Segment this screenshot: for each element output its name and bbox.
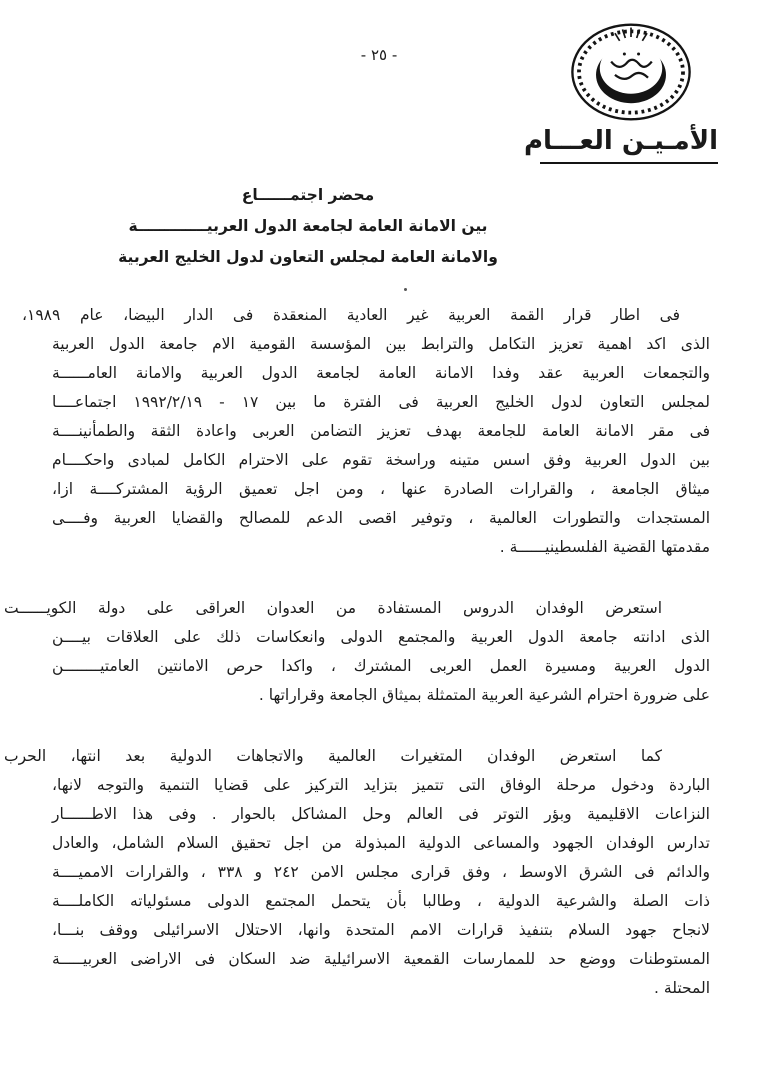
body-line: لانجاح جهود السلام بتنفيذ قرارات الامم المتحدة وانها، الاحتلال الاسرائيلى ووقف بنـــا، xyxy=(52,921,710,939)
body-line: بين الدول العربية وفق اسس متينه وراسخة تقوم على الاحترام الكامل لمبادى واحكــــام xyxy=(52,451,710,469)
body-line: لمجلس التعاون لدول الخليج العربية فى الفترة ما بين ١٧ - ١٩٩٢/٢/١٩ اجتماعــــا xyxy=(52,393,710,411)
body-line: كما استعرض الوفدان المتغيرات العالمية والاتجاهات الدولية بعد انتها، الحرب xyxy=(4,747,662,765)
paragraph-3 xyxy=(4,742,710,1003)
body-line: مقدمتها القضية الفلسطينيــــــة . xyxy=(499,538,710,556)
body-line: تدارس الوفدان الجهود والمساعى الدولية المبذولة من اجل تحقيق السلام الشامل، والعادل xyxy=(52,834,710,852)
paragraph-1 xyxy=(22,301,710,562)
body-line: الدول العربية ومسيرة العمل العربى المشترك ، واكدا حرص الامانتين العامتيــــــــن xyxy=(52,657,710,675)
body-line: والدائم فى الشرق الاوسط ، وفق قرارى مجلس الامن ٢٤٢ و ٣٣٨ ، والقرارات الامميــــة xyxy=(52,863,710,881)
body-line: المستوطنات ووضع حد للممارسات القمعية الاسرائيلية ضد السكان فى الاراضى العربيـــــة xyxy=(52,950,710,968)
arab-league-emblem-icon xyxy=(568,20,694,124)
body-line: الباردة ودخول مرحلة الوفاق التى تتميز بتزايد التركيز على قضايا التنمية والتوجه لانها، xyxy=(52,776,710,794)
body-line: ذات الصلة والشرعية الدولية ، وطالبا بأن يتحمل المجتمع الدولى مسئولياته الكاملــــة xyxy=(52,892,710,910)
document-body xyxy=(4,301,710,1035)
page-number: - ٢٥ - xyxy=(360,46,398,64)
scan-artifact-dot xyxy=(404,288,407,291)
body-line: استعرض الوفدان الدروس المستفادة من العدوان العراقى على دولة الكويــــــت xyxy=(4,599,662,617)
body-line: النزاعات الاقليمية وبؤر التوتر فى العالم وحل المشاكل بالحوار . وفى هذا الاطــــــار xyxy=(52,805,710,823)
body-line: المستجدات والتطورات العالمية ، وتوفير اقصى الدعم للمصالح والقضايا العربية وفــــى xyxy=(52,509,710,527)
body-line: على ضرورة احترام الشرعية العربية المتمثلة بميثاق الجامعة وقراراتها . xyxy=(258,686,710,704)
body-line: ميثاق الجامعة ، والقرارات الصادرة عنها ، ومن اجل تعميق الرؤية المشتركــــة ازا، xyxy=(52,480,710,498)
body-line: الذى اكد اهمية تعزيز التكامل والترابط بين المؤسسة القومية الام جامعة الدول العربية xyxy=(52,335,710,353)
paragraph-2 xyxy=(4,594,710,710)
title-line-3: والامانة العامة لمجلس التعاون لدول الخليج العربية xyxy=(118,248,498,266)
secretary-general-title: الأمـيـن العـــام xyxy=(540,126,718,164)
arab-league-emblem-svg xyxy=(568,20,694,124)
body-line: الذى ادانته جامعة الدول العربية والمجتمع الدولى وانعكاسات ذلك على العلاقات بيــــن xyxy=(52,628,710,646)
body-line: فى اطار قرار القمة العربية غير العادية المنعقدة فى الدار البيضا، عام ١٩٨٩، xyxy=(22,306,680,324)
title-line-2: بين الامانة العامة لجامعة الدول العربيـــــــــــــة xyxy=(128,217,488,235)
meeting-title xyxy=(103,180,513,273)
body-line: فى مقر الامانة العامة للجامعة بهدف تعزيز التضامن العربى واعادة الثقة والطمأنينــــة xyxy=(52,422,710,440)
body-line: والتجمعات العربية عقد وفدا الامانة العامة لجامعة الدول العربية والامانة العامــــــة xyxy=(52,364,710,382)
body-line: المحتلة . xyxy=(654,979,710,997)
title-line-1: محضر اجتمــــــاع xyxy=(241,186,375,204)
